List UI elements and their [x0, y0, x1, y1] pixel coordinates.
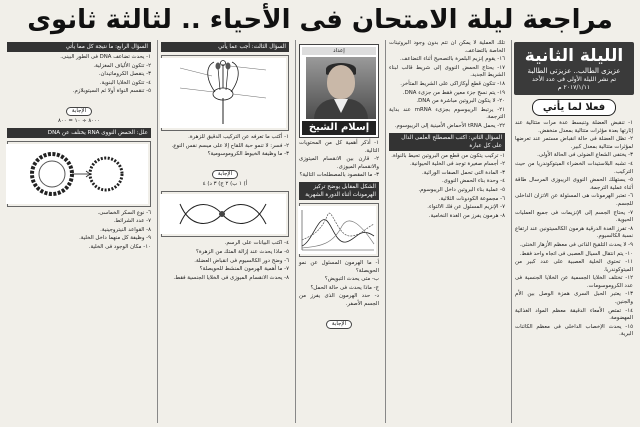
dna-diagram-box — [7, 141, 151, 207]
col2-line: ١٨- تتكون قطع أوكازاكى على الشريط المتأخر. — [400, 80, 505, 87]
question-heading: علل: الحمض النووى RNA يختلف عن DNA — [7, 128, 151, 138]
col1-line: ١٣- يعتبر الحبل السرى همزة الوصل بين الأم والجنين. — [515, 291, 633, 306]
choices-line: أ) ١ ب) ٢ ج) ٣ د) ٤ — [202, 180, 248, 187]
col2-line: ٤- وحدة بناء الحمض النووى. — [441, 178, 505, 185]
col4-line: ٦- وضح دور الكالسيوم فى انقباض العضلة. — [194, 257, 289, 264]
col4-line: ٤- اكتب البيانات على الرسم. — [224, 240, 289, 247]
night-banner — [514, 42, 634, 95]
col2-line: ١٦- يقوم إنزيم البلمرة بالتصحيح أثناء التضاعف. — [400, 56, 505, 63]
col4-line: ٥- ماذا يحدث عند إزالة المتك من الزهرة؟ — [196, 248, 289, 255]
answer-tag: الإجابة — [66, 107, 92, 116]
formula-line: ٨٠٠٠ ÷ ١٠ = ٨٠٠ — [58, 117, 100, 124]
col2-line: ٥- عملية بناء البروتين داخل الريبوسوم. — [418, 186, 505, 193]
col1-line: ٤- تشبه البلاستيدات الخضراء الميتوكوندريا من حيث التركيب. — [515, 160, 633, 175]
author-name: إسلام الشيخ — [302, 121, 376, 135]
photo-label: إعداد — [302, 47, 376, 55]
col4-line: ٣- ما وظيفة الخيوط الكروموسومية؟ — [207, 151, 289, 158]
col2-line: ١٧- يحتاج الحمض النووى إلى شريط قالب لبناء الشريط الجديد. — [389, 64, 505, 79]
col1-line: ٧- يحتاج الجسم إلى الإنزيمات فى جميع العمليات الحيوية. — [515, 209, 633, 224]
col5-line: ٣- ينفصل الكروماتيدان. — [98, 71, 151, 78]
col2-line: ٢١- يرتبط الريبوسوم بجزىء mRNA عند بداية الترجمة. — [389, 106, 505, 121]
flower-diagram-box — [161, 55, 289, 131]
col2-line: ٢- أجسام صغيرة توجد فى الخلية الحيوانية. — [409, 161, 505, 168]
col5-body-top — [4, 54, 154, 96]
col3-body-bottom — [296, 260, 382, 309]
col1-line: ٥- يستهلك الحمض النووى الريبوزى المرسال طاقة أثناء عملية الترجمة. — [515, 177, 633, 191]
col2-line: ٧- الإنزيم المسئول عن فك الالتواء. — [427, 204, 505, 211]
question-heading: السؤال الثالث: أجب عما يأتي — [161, 42, 289, 52]
section-tagline: فعلا لما يأتي — [532, 99, 616, 116]
col3-line: ١- أذكر أهمية كل من المحتويات التالية. — [299, 140, 379, 154]
col4-body-bottom — [158, 240, 292, 282]
col2-line: ٢٢- يحمل tRNA الأحماض الأمينية إلى الريبوسوم. — [394, 122, 505, 129]
col3-body-mid — [296, 140, 382, 180]
author-photo — [306, 57, 376, 119]
hormone-graph-box — [299, 203, 379, 257]
column-3 — [295, 40, 382, 423]
col4-body-top — [158, 134, 292, 159]
col5-body-bottom — [4, 210, 154, 252]
col2-line: ٨- هرمون يفرز من الغدة النخامية. — [428, 212, 505, 219]
col5-line: ٧- عدد الشرائط. — [113, 218, 151, 225]
col2-body-top — [386, 40, 508, 131]
col4-line: ٢- فسر: لا تنمو حبة اللقاح إلا على ميسم نفس النوع. — [171, 142, 289, 149]
col2-line: ١- تركيب يتكون من قطع من البروتين تحيط بالنواة. — [391, 152, 505, 159]
column-4 — [157, 40, 292, 423]
col1-line: ٦- تعتبر الهرمونات هى المسئولة عن الاتزان الداخلى للجسم. — [515, 193, 633, 207]
col1-line: ٩- لا يحدث التلقيح الذاتى فى معظم الأزهار الخنثى. — [519, 241, 633, 248]
col5-line: ١- يحدث تضاعف DNA فى الطور البينى. — [60, 54, 151, 60]
col3-line: ب- متى يحدث التبويض؟ — [324, 276, 379, 283]
col3-line: أ- ما الهرمون المسئول عن نمو الحويصلة؟ — [299, 259, 379, 274]
col3-line: ٣- ما المقصود بالمصطلحات التالية؟ — [299, 172, 379, 179]
col1-line: ٨- تفرز الغدة الدرقية هرمون الكالسيتونين عند ارتفاع نسبة الكالسيوم. — [515, 225, 633, 240]
col2-body-bottom — [386, 153, 508, 221]
page-headline: مراجعة ليلة الامتحان فى الأحياء .. لثالثة ثانوى — [27, 5, 613, 35]
question-heading: السؤال الثاني: اكتب المصطلح العلمى الدال على كل عبارة — [389, 133, 505, 151]
column-1 — [511, 40, 636, 423]
col4-line: ١- أكتب ما تعرفه عن التركيب الدقيق للزهرة. — [188, 134, 289, 140]
col1-line: ١٠- يتم انتقال السيال العصبى فى اتجاه واحد فقط. — [519, 250, 633, 257]
col5-line: ١٠- مكان الوجود فى الخلية. — [88, 243, 151, 250]
column-5 — [4, 40, 154, 423]
col5-line: ٩- وظيفة كل منهما داخل الخلية. — [79, 235, 151, 242]
col1-body — [512, 120, 636, 339]
author-photo-frame — [299, 44, 379, 138]
col2-line: تلك العملية لا يمكن أن تتم بدون وجود البروتينات الخاصة بالتضاعف. — [389, 40, 505, 54]
figure-caption: الشكل المقابل يوضح تركيز الهرمونات أثناء الدورة الشهرية — [299, 182, 379, 200]
col3-line: د- حدد الهرمون الذى يفرز من الجسم الأصفر. — [299, 293, 379, 307]
banner-title: الليلة الثانية — [524, 46, 624, 66]
col1-line: ٣- يختفى الشعاع الضوئى فى الحالة الأولى. — [537, 152, 633, 159]
col5-line: ٦- نوع السكر الخماسى. — [97, 209, 151, 216]
banner-subtitle: عزيزى الطالب.. عزيزتى الطالبة — [527, 67, 621, 75]
answer-tag: الإجابة — [326, 320, 352, 329]
col2-line: ١٩- يتم نسخ جزء معين فقط من جزىء DNA. — [402, 89, 505, 96]
col4-line: ٧- ما أهمية الهرمون المنشط للحويصلة؟ — [199, 266, 289, 273]
col1-line: ٢- تظل العضلة فى حالة انقباض مستمر عند تعرضها لمؤثرات متتالية بمعدل كبير. — [515, 136, 633, 150]
col1-line: ١- تنقبض العضلة وتنبسط عدة مرات متتالية عند إثارتها بعدة مؤثرات متتالية بمعدل منخفض. — [515, 120, 633, 134]
col4-line: ٨- يحدث الانقسام الميوزى فى الخلايا الجنسية فقط. — [173, 274, 289, 281]
col1-line: ١٤- تمتص الأمعاء الدقيقة معظم المواد الغذائية المهضومة. — [515, 307, 633, 322]
col2-line: ٣- المادة التى تحمل الصفات الوراثية. — [422, 169, 505, 176]
flower-diagram — [160, 58, 286, 128]
cell-diagram — [160, 194, 286, 234]
col2-line: ٢٠- لا يتكون البروتين مباشرة من DNA. — [416, 98, 505, 105]
col5-line: ٤- تتكون الخلايا البنوية. — [99, 79, 151, 86]
answer-tag: الإجابة — [212, 170, 238, 179]
col1-line: ١٥- يحدث الإخصاب الداخلى فى معظم الكائنات البرية. — [515, 323, 633, 338]
question-heading: السؤال الرابع: ما نتيجة كل مما يأتي — [7, 42, 151, 52]
column-2 — [385, 40, 508, 423]
banner-note: تم نشر الليلة الأولى فى عدد الأحد ٢٠١٧/١/١١ م — [532, 76, 616, 91]
col5-line: ٢- تتكون الألياف المغزلية. — [93, 62, 151, 69]
col3-line: ٢- قارن بين الانقسام الميتوزى والانقسام الميوزى. — [299, 156, 379, 170]
cell-diagram-box — [161, 191, 289, 237]
col5-line: ٥- تنقسم النواة أولا ثم السيتوبلازم. — [72, 88, 151, 95]
col1-line: ١١- تحتوى الخلية العصبية على عدد كبير من الميتوكوندريا. — [515, 259, 633, 273]
col5-line: ٨- القواعد النيتروجينية. — [100, 226, 151, 233]
plasmid-diagram — [6, 144, 148, 204]
col3-line: ج- ماذا يحدث فى حالة الحمل؟ — [310, 284, 379, 291]
hormone-graph — [298, 206, 376, 254]
col2-line: ٦- مجموعة الكودونات الثلاثية. — [438, 195, 505, 202]
col1-line: ١٢- تختلف الخلايا الجسمية عن الخلايا الجنسية فى عدد الكروموسومات. — [515, 275, 633, 289]
